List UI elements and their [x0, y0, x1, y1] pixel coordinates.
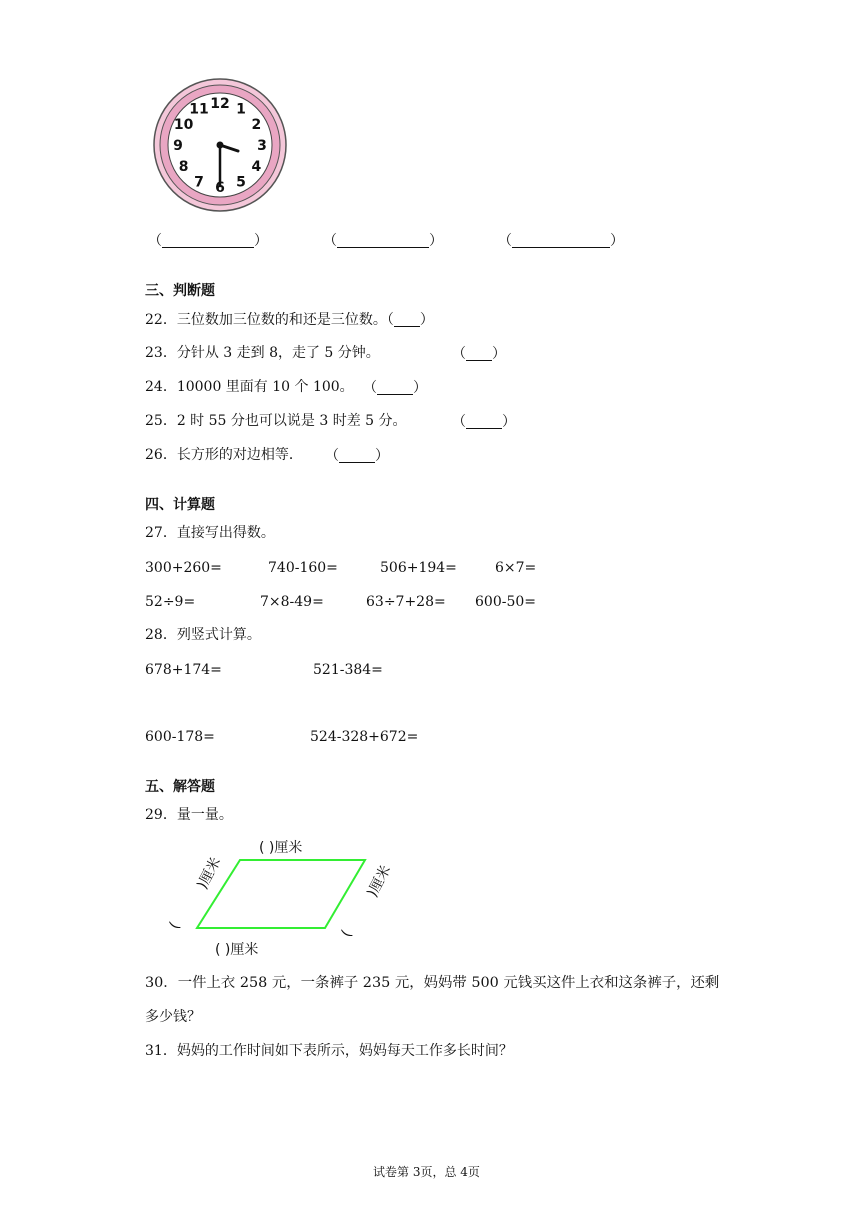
label-top-cm: ( )厘米 [259, 840, 303, 856]
calc-item: 740-160= [268, 560, 338, 576]
question-30-line2: 多少钱？ [145, 1009, 201, 1025]
clock-numeral: 9 [173, 138, 183, 154]
parallelogram-figure [165, 838, 425, 958]
clock-numeral: 8 [178, 159, 189, 175]
answer-paren-23[interactable]: （ ） [452, 346, 506, 362]
question-29: 29．量一量。 [145, 807, 233, 823]
calc-item: 521-384= [313, 662, 383, 678]
question-26: 26．长方形的对边相等． [145, 447, 303, 463]
clock-center [217, 142, 224, 149]
section-heading-solve: 五、解答题 [145, 779, 215, 795]
clock-image [150, 78, 290, 218]
calc-item: 678+174= [145, 662, 222, 678]
calc-item: 300+260= [145, 560, 222, 576]
label-bottom-cm: ( )厘米 [215, 942, 259, 958]
question-28: 28．列竖式计算。 [145, 627, 261, 643]
clock-numeral: 4 [251, 159, 262, 175]
section-heading-calc: 四、计算题 [145, 497, 215, 513]
section-heading-judge: 三、判断题 [145, 283, 215, 299]
calc-item: 6×7= [495, 560, 537, 576]
clock-numeral: 12 [210, 96, 230, 112]
calc-item: 506+194= [380, 560, 457, 576]
answer-blank-1[interactable]: （ ） [148, 233, 268, 249]
clock-numeral: 7 [194, 174, 204, 191]
question-27: 27．直接写出得数。 [145, 525, 275, 541]
calc-item: 524-328+672= [310, 729, 419, 745]
calc-item: 600-50= [475, 594, 536, 610]
calc-item: 63÷7+28= [366, 594, 446, 610]
answer-blank-22[interactable] [394, 312, 420, 327]
answer-blank-3[interactable]: （ ） [498, 233, 624, 249]
label-right-cm: )厘米 [364, 862, 395, 900]
label-right-paren: ( [338, 927, 356, 940]
calc-item: 600-178= [145, 729, 215, 745]
question-31: 31．妈妈的工作时间如下表所示，妈妈每天工作多长时间？ [145, 1043, 513, 1059]
clock-numeral: 3 [257, 138, 267, 154]
answer-paren-24[interactable]: （ ） [363, 380, 427, 396]
question-30-line1: 30．一件上衣 258 元，一条裤子 235 元，妈妈带 500 元钱买这件上衣和这条裤子，还剩 [145, 975, 720, 991]
clock-numeral: 10 [173, 117, 194, 133]
clock-numeral: 2 [251, 117, 262, 133]
label-left-paren: ( [166, 919, 184, 932]
clock-numeral: 1 [236, 101, 246, 118]
parallelogram-shape [197, 860, 365, 928]
answer-blank-2[interactable]: （ ） [323, 233, 443, 249]
clock-numeral: 11 [189, 101, 209, 118]
question-25: 25．2 时 55 分也可以说是 3 时差 5 分。 [145, 413, 407, 429]
label-left-cm: )厘米 [194, 854, 225, 892]
calc-item: 7×8-49= [260, 594, 324, 610]
page-footer: 试卷第 3页，总 4页 [373, 1165, 480, 1179]
question-24: 24．10000 里面有 10 个 100。 [145, 379, 354, 395]
answer-paren-25[interactable]: （ ） [452, 414, 516, 430]
calc-item: 52÷9= [145, 594, 196, 610]
clock-numeral: 6 [215, 180, 225, 196]
question-23: 23．分针从 3 走到 8，走了 5 分钟。 [145, 345, 380, 361]
question-22: 22．三位数加三位数的和还是三位数。（ ） [145, 312, 434, 328]
clock-numeral: 5 [236, 174, 246, 191]
answer-paren-26[interactable]: （ ） [325, 448, 389, 464]
